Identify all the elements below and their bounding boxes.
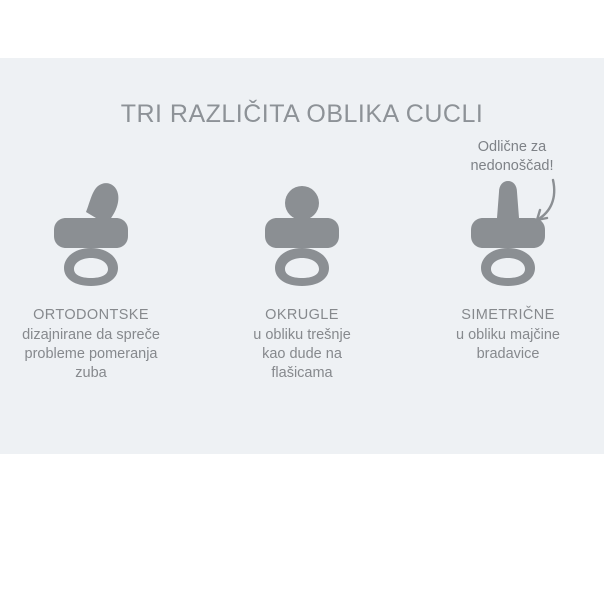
orthodontic-pacifier-icon	[36, 178, 146, 286]
curved-arrow-icon	[495, 176, 565, 236]
pacifier-column-round	[214, 178, 390, 383]
caption-line-1: dizajnirane da spreče	[22, 327, 160, 343]
callout-text	[432, 138, 592, 176]
caption-heading: ORTODONTSKE	[33, 307, 149, 323]
round-pacifier-illustration	[214, 178, 390, 288]
caption-heading: OKRUGLE	[265, 307, 339, 323]
caption-line-1: u obliku majčine	[456, 327, 560, 343]
caption-line-2: bradavice	[476, 346, 540, 362]
caption-line-3: zuba	[75, 365, 107, 381]
pacifier-column-orthodontic	[3, 178, 179, 383]
infographic-panel	[0, 58, 604, 454]
page-title: TRI RAZLIČITA OBLIKA CUCLI	[120, 100, 484, 128]
caption-line-3: flašicama	[271, 365, 333, 381]
callout-line-2: nedonoščad!	[470, 158, 554, 174]
caption-round	[214, 306, 390, 383]
orthodontic-pacifier-illustration	[3, 178, 179, 288]
caption-line-2: kao dude na	[262, 346, 342, 362]
caption-heading: SIMETRIČNE	[461, 307, 555, 323]
round-pacifier-icon	[247, 178, 357, 286]
caption-symmetric	[420, 306, 596, 364]
callout-line-1: Odlične za	[477, 139, 547, 155]
caption-line-1: u obliku trešnje	[253, 327, 351, 343]
caption-line-2: probleme pomeranja	[24, 346, 158, 362]
caption-orthodontic	[3, 306, 179, 383]
